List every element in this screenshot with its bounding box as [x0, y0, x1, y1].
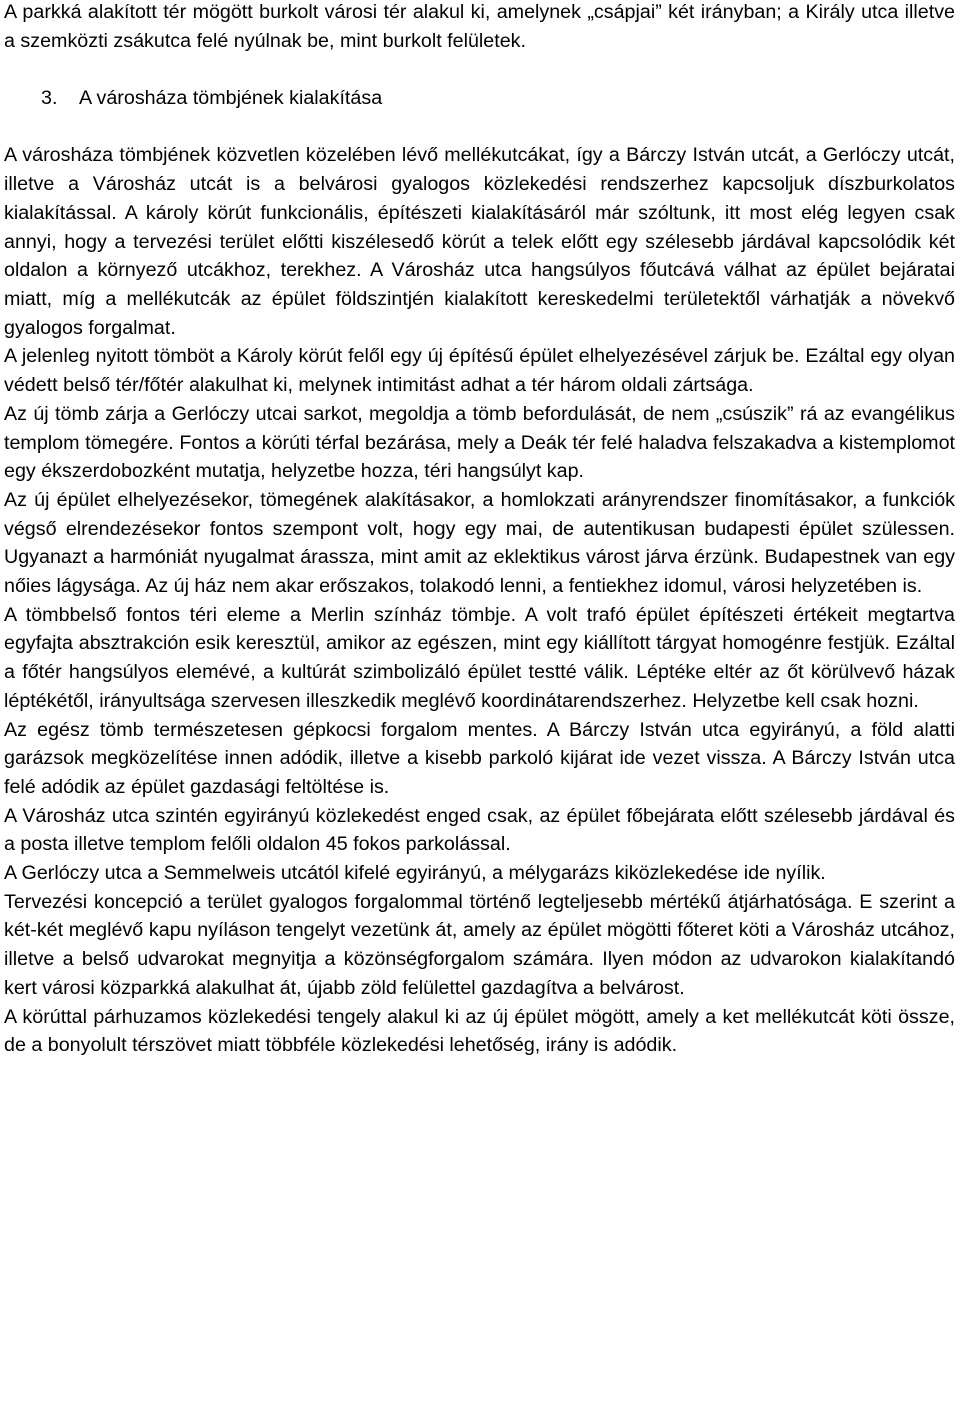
body-paragraph: Az egész tömb természetesen gépkocsi forgalom mentes. A Bárczy István utca egyirányú, a föld alatti garázsok megközelítése innen adódik, illetve a kisebb parkoló kijárat ide vezet vissza. A Bárczy István utca felé adódik az épület gazdasági feltöltése is.	[4, 718, 955, 798]
body-paragraph: A Gerlóczy utca a Semmelweis utcától kifelé egyirányú, a mélygarázs kiközlekedése ide nyílik.	[4, 862, 826, 885]
blank-line	[4, 113, 955, 142]
body-paragraph: A tömbbelső fontos téri eleme a Merlin színház tömbje. A volt trafó épület építészeti értékeit megtartva egyfajta absztrakción esik keresztül, amikor az egészen, mint egy kiállított tárgyat homogénre festjük. Ezáltal a főtér hangsúlyos elemévé, a kultúrát szimbolizáló épület testté válik. Léptéke eltér az őt körülvevő házak léptékétől, irányultsága szervesen illeszkedik meglévő koordinátarendszerhez. Helyzetbe kell csak hozni.	[4, 603, 955, 712]
section-heading	[4, 84, 955, 113]
section-title: A városháza tömbjének kialakítása	[79, 87, 383, 110]
body-paragraph: Tervezési koncepció a terület gyalogos forgalommal történő legteljesebb mértékű átjárhatósága. E szerint a két-két meglévő kapu nyíláson tengelyt vezetünk át, amely az épület mögötti főteret köti a Városház utcához, illetve a belső udvarokat megnyitja a közönségforgalom számára. Ilyen módon az udvarokon kialakítandó kert városi közparkká alakulhat át, újabb zöld felülettel gazdagítva a belvárost.	[4, 890, 955, 999]
section-number: 3.	[41, 87, 58, 110]
body-paragraph: A városháza tömbjének közvetlen közelében lévő mellékutcákat, így a Bárczy István utcát, a Gerlóczy utcát, illetve a Városház utcát is a belvárosi gyalogos közlekedési rendszerhez kapcsoljuk díszburkolatos kialakítással. A károly körút funkcionális, építészeti kialakításáról már szóltunk, itt most elég legyen csak annyi, hogy a tervezési terület előtti kiszélesedő körút a telek előtt egy szélesebb járdával kapcsolódik két oldalon a környező utcákhoz, terekhez. A Városház utca hangsúlyos főutcává válhat az épület bejáratai miatt, míg a mellékutcák az épület földszintjén kialakított kereskedelmi területektől várhatják a növekvő gyalogos forgalmat.	[4, 144, 955, 339]
body-paragraph: A jelenleg nyitott tömböt a Károly körút felől egy új építésű épület elhelyezésével zárjuk be. Ezáltal egy olyan védett belső tér/főtér alakulhat ki, melynek intimitást adhat a tér három oldali zártsága.	[4, 345, 955, 397]
body-paragraph: A körúttal párhuzamos közlekedési tengely alakul ki az új épület mögött, amely a ket mellékutcát köti össze, de a bonyolult térszövet miatt többféle közlekedési lehetőség, irány is adódik.	[4, 1005, 955, 1057]
blank-line	[4, 55, 955, 84]
intro-paragraph: A parkká alakított tér mögött burkolt városi tér alakul ki, amelynek „csápjai” két irányban; a Király utca illetve a szemközti zsákutca felé nyúlnak be, mint burkolt felületek.	[4, 1, 955, 52]
body-paragraph: Az új tömb zárja a Gerlóczy utcai sarkot, megoldja a tömb befordulását, de nem „csúszik” rá az evangélikus templom tömegére. Fontos a körúti térfal bezárása, mely a Deák tér felé haladva felszakadva a kistemplomot egy ékszerdobozként mutatja, helyzetbe hozza, téri hangsúlyt kap.	[4, 402, 955, 483]
body-paragraph: Az új épület elhelyezésekor, tömegének alakításakor, a homlokzati arányrendszer finomításakor, a funkciók végső elrendezésekor fontos szempont volt, hogy egy mai, de autentikusan budapesti épület szülessen. Ugyanazt a harmóniát nyugalmat árassza, mint amit az eklektikus várost járva érzünk. Budapestnek van egy nőies lágysága. Az új ház nem akar erőszakos, tolakodó lenni, a fentiekhez idomul, városi helyzetében is.	[4, 488, 955, 598]
body-paragraph: A Városház utca szintén egyirányú közlekedést enged csak, az épület főbejárata előtt szélesebb járdával és a posta illetve templom felőli oldalon 45 fokos parkolással.	[4, 804, 955, 856]
